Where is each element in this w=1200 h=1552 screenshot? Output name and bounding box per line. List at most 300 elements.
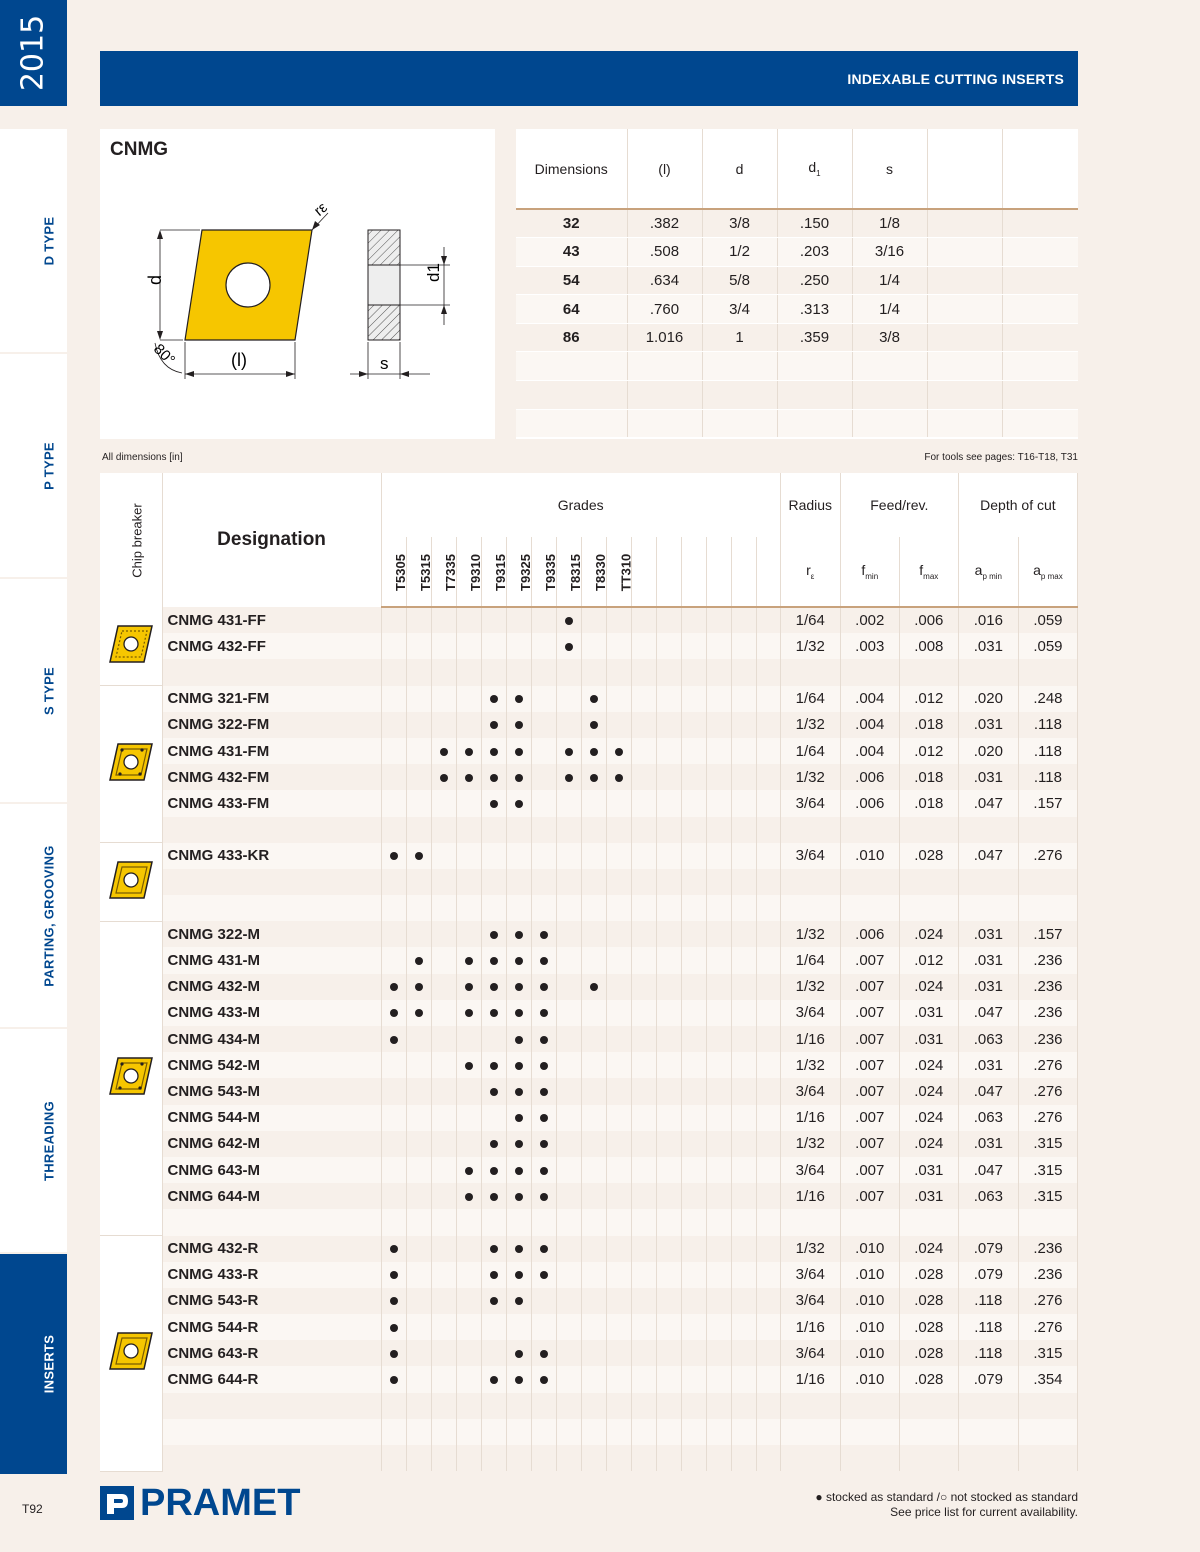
grade-cell	[756, 1105, 780, 1131]
year-badge	[0, 0, 67, 106]
fmax-cell: .006	[899, 607, 958, 633]
grade-cell	[606, 895, 631, 921]
grade-cell	[531, 843, 556, 869]
grade-cell	[731, 817, 756, 843]
apmin-header: $a_{p min}$	[958, 537, 1018, 607]
insert-title: CNMG	[110, 139, 169, 160]
stocked-dot	[490, 1245, 498, 1253]
grade-cell	[406, 1262, 431, 1288]
grade-cell	[681, 817, 706, 843]
tab-inserts[interactable]	[0, 1252, 67, 1474]
grade-cell	[381, 1052, 406, 1078]
FF-chipbreaker-icon	[108, 622, 154, 666]
grade-cell	[756, 1157, 780, 1183]
fmin-cell: .006	[840, 790, 899, 816]
grade-cell	[531, 1314, 556, 1340]
apmax-header: $a_{p max}$	[1018, 537, 1077, 607]
grade-cell	[606, 764, 631, 790]
fmin-cell: .004	[840, 712, 899, 738]
dim-header: d	[702, 129, 777, 209]
grade-cell	[381, 1209, 406, 1235]
grade-cell	[481, 1262, 506, 1288]
grade-cell	[381, 1314, 406, 1340]
stocked-dot	[540, 983, 548, 991]
grade-cell	[431, 633, 456, 659]
grade-cell	[556, 843, 581, 869]
grade-cell	[581, 1314, 606, 1340]
grade-cell	[506, 607, 531, 633]
tab-s-type[interactable]	[0, 577, 67, 802]
feed-header: Feed/rev.	[840, 473, 958, 537]
stocked-dot	[490, 983, 498, 991]
r-cell	[780, 1393, 840, 1419]
dim-row	[516, 209, 1078, 238]
grade-cell	[681, 659, 706, 685]
grade-cell	[656, 1314, 681, 1340]
grade-cell	[631, 947, 656, 973]
grade-cell	[606, 1366, 631, 1392]
grade-cell	[481, 1366, 506, 1392]
apmin-cell	[958, 895, 1018, 921]
year-label: 2015	[15, 14, 51, 92]
designation-cell	[162, 869, 381, 895]
grade-cell	[731, 1078, 756, 1104]
grade-cell	[706, 921, 731, 947]
grade-cell	[756, 1026, 780, 1052]
fmax-header: $f_{max}$	[899, 537, 958, 607]
grade-cell	[381, 921, 406, 947]
grade-cell	[581, 1105, 606, 1131]
grade-cell	[731, 1209, 756, 1235]
grade-cell	[531, 1026, 556, 1052]
dim-value: .382	[627, 209, 702, 238]
grade-cell	[706, 1105, 731, 1131]
stocked-dot	[515, 1245, 523, 1253]
chip-breaker-cell	[100, 1236, 162, 1472]
grade-cell	[556, 1052, 581, 1078]
grade-cell	[456, 1419, 481, 1445]
grade-cell	[506, 895, 531, 921]
fmin-cell: .010	[840, 1262, 899, 1288]
fmax-cell	[899, 869, 958, 895]
dim-value: .634	[627, 266, 702, 295]
dim-size: 64	[516, 295, 627, 324]
blank-row	[100, 895, 1078, 921]
apmax-cell: .315	[1018, 1131, 1077, 1157]
grade-cell	[656, 712, 681, 738]
grade-cell	[531, 895, 556, 921]
fmax-cell	[899, 1445, 958, 1471]
grade-cell	[506, 1419, 531, 1445]
fmin-cell: .007	[840, 1131, 899, 1157]
stocked-dot	[540, 1167, 548, 1175]
grade-cell	[381, 843, 406, 869]
grade-cell	[431, 1026, 456, 1052]
grade-cell	[531, 764, 556, 790]
r-cell	[780, 659, 840, 685]
grade-cell	[706, 1157, 731, 1183]
grade-cell	[456, 607, 481, 633]
grade-cell	[531, 607, 556, 633]
grade-cell	[606, 607, 631, 633]
grade-cell	[581, 686, 606, 712]
grade-cell	[506, 1340, 531, 1366]
grade-cell	[681, 1314, 706, 1340]
grade-cell	[381, 1131, 406, 1157]
grade-cell	[731, 1366, 756, 1392]
r-cell	[780, 1419, 840, 1445]
grade-cell	[606, 712, 631, 738]
table-row	[100, 1000, 1078, 1026]
fmin-header: $f_{min}$	[840, 537, 899, 607]
grade-cell	[381, 633, 406, 659]
dim-value: 3/4	[702, 295, 777, 324]
designation-cell	[162, 659, 381, 685]
grade-cell	[631, 869, 656, 895]
stocked-dot	[490, 931, 498, 939]
grade-cell	[706, 764, 731, 790]
fmax-cell: .018	[899, 712, 958, 738]
grade-cell	[631, 921, 656, 947]
dim-value: .150	[777, 209, 852, 238]
grade-cell	[706, 1183, 731, 1209]
grade-cell	[631, 1419, 656, 1445]
dim-value: 1/2	[702, 238, 777, 267]
grade-cell	[431, 843, 456, 869]
grade-cell	[756, 1236, 780, 1262]
apmax-cell	[1018, 1209, 1077, 1235]
tab-p-type[interactable]	[0, 352, 67, 577]
apmin-cell: .031	[958, 947, 1018, 973]
dim-value	[927, 352, 1002, 381]
grade-cell	[431, 1445, 456, 1471]
grade-cell	[531, 1209, 556, 1235]
fmax-cell: .024	[899, 1105, 958, 1131]
grade-cell	[656, 1105, 681, 1131]
grade-cell	[706, 869, 731, 895]
grade-cell	[506, 947, 531, 973]
grade-cell	[556, 1445, 581, 1471]
grade-cell	[556, 607, 581, 633]
grade-cell	[581, 1026, 606, 1052]
table-row	[100, 790, 1078, 816]
stocked-dot	[515, 1350, 523, 1358]
grade-cell	[506, 1183, 531, 1209]
grade-cell	[456, 1262, 481, 1288]
header-title: INDEXABLE CUTTING INSERTS	[847, 71, 1064, 87]
grade-cell	[581, 869, 606, 895]
grade-cell	[756, 1183, 780, 1209]
grade-cell	[456, 1157, 481, 1183]
grade-cell	[631, 764, 656, 790]
apmin-cell: .020	[958, 738, 1018, 764]
apmin-cell: .047	[958, 1000, 1018, 1026]
r-cell	[780, 869, 840, 895]
stocked-dot	[515, 1088, 523, 1096]
grade-cell	[656, 1366, 681, 1392]
dim-value	[927, 238, 1002, 267]
grade-cell	[406, 1157, 431, 1183]
grade-cell	[481, 869, 506, 895]
grade-cell	[656, 1393, 681, 1419]
apmin-cell	[958, 869, 1018, 895]
grade-cell	[506, 869, 531, 895]
grade-cell	[756, 633, 780, 659]
chip-breaker-cell	[100, 607, 162, 686]
r-cell: 1/32	[780, 712, 840, 738]
grade-cell	[456, 1209, 481, 1235]
grade-cell	[556, 869, 581, 895]
tab-threading[interactable]	[0, 1027, 67, 1252]
grade-cell	[631, 1105, 656, 1131]
apmax-cell: .276	[1018, 1288, 1077, 1314]
grade-cell	[706, 843, 731, 869]
r-cell: 1/32	[780, 974, 840, 1000]
grade-cell	[681, 686, 706, 712]
grade-cell	[756, 921, 780, 947]
grade-cell	[756, 947, 780, 973]
grade-cell	[481, 764, 506, 790]
apmin-cell: .031	[958, 712, 1018, 738]
fmax-cell: .024	[899, 1052, 958, 1078]
KR-chipbreaker-icon	[108, 858, 154, 902]
fmin-cell: .010	[840, 1314, 899, 1340]
fmax-cell: .028	[899, 843, 958, 869]
grade-cell	[681, 1209, 706, 1235]
grade-cell	[731, 895, 756, 921]
apmax-cell: .236	[1018, 974, 1077, 1000]
apmin-cell: .031	[958, 633, 1018, 659]
designation-cell: CNMG 431-FM	[162, 738, 381, 764]
stocked-dot	[465, 957, 473, 965]
grade-cell	[556, 1288, 581, 1314]
grade-cell	[456, 1000, 481, 1026]
fmin-cell: .007	[840, 1052, 899, 1078]
grade-cell	[731, 1236, 756, 1262]
grade-cell	[556, 659, 581, 685]
grade-cell	[631, 817, 656, 843]
grade-cell	[681, 764, 706, 790]
grade-cell	[406, 817, 431, 843]
grades-table	[100, 473, 1078, 1472]
grade-cell	[656, 921, 681, 947]
stocked-dot	[515, 800, 523, 808]
stocked-dot	[415, 852, 423, 860]
grade-cell	[456, 764, 481, 790]
stocked-dot	[590, 695, 598, 703]
grade-cell	[656, 1183, 681, 1209]
grade-cell	[681, 843, 706, 869]
tab-d-type[interactable]	[0, 127, 67, 352]
grade-cell	[381, 1000, 406, 1026]
fmin-cell	[840, 659, 899, 685]
fmin-cell: .007	[840, 947, 899, 973]
grade-cell	[656, 843, 681, 869]
grade-cell	[531, 947, 556, 973]
designation-cell: CNMG 644-R	[162, 1366, 381, 1392]
grade-cell	[506, 1393, 531, 1419]
apmin-cell	[958, 1209, 1018, 1235]
grade-cell	[756, 1340, 780, 1366]
tab-parting-grooving[interactable]	[0, 802, 67, 1027]
stocked-dot	[565, 643, 573, 651]
fmax-cell: .024	[899, 1131, 958, 1157]
stocked-dot	[490, 1271, 498, 1279]
dim-value	[627, 381, 702, 410]
grade-cell	[481, 1393, 506, 1419]
grade-cell	[706, 633, 731, 659]
M-chipbreaker-icon	[108, 1054, 154, 1098]
grade-cell	[606, 947, 631, 973]
grade-cell	[606, 1157, 631, 1183]
table-row	[100, 843, 1078, 869]
grade-cell	[431, 790, 456, 816]
grade-cell	[656, 1026, 681, 1052]
tab-label: INSERTS	[41, 1334, 57, 1394]
grade-cell	[456, 1445, 481, 1471]
dim-row	[516, 352, 1078, 381]
grade-cell	[531, 712, 556, 738]
grade-cell	[506, 1078, 531, 1104]
dim-row	[516, 323, 1078, 352]
FM-chipbreaker-icon	[108, 740, 154, 784]
designation-cell: CNMG 643-M	[162, 1157, 381, 1183]
apmin-cell: .079	[958, 1366, 1018, 1392]
table-row	[100, 764, 1078, 790]
grade-cell	[506, 1131, 531, 1157]
fmax-cell	[899, 1393, 958, 1419]
grade-cell	[456, 817, 481, 843]
grade-column-header: T7335	[431, 537, 456, 607]
grade-cell	[656, 1078, 681, 1104]
grade-cell	[556, 1157, 581, 1183]
grade-cell	[406, 607, 431, 633]
grade-cell	[581, 1445, 606, 1471]
r-cell: 3/64	[780, 790, 840, 816]
grade-cell	[581, 1419, 606, 1445]
fmax-cell: .028	[899, 1366, 958, 1392]
grade-cell	[581, 1393, 606, 1419]
grade-cell	[681, 1262, 706, 1288]
table-row	[100, 947, 1078, 973]
insert-hole	[226, 263, 270, 307]
availability-note: See price list for current availability.	[890, 1505, 1078, 1519]
stocked-dot	[590, 748, 598, 756]
fmin-cell	[840, 1419, 899, 1445]
brand-logo[interactable]	[100, 1481, 301, 1524]
grade-cell	[581, 1262, 606, 1288]
dim-value	[702, 409, 777, 438]
fmax-cell: .008	[899, 633, 958, 659]
r-cell: 1/16	[780, 1183, 840, 1209]
apmin-cell: .079	[958, 1262, 1018, 1288]
grade-cell	[606, 738, 631, 764]
grade-cell	[756, 1314, 780, 1340]
grade-cell	[556, 1236, 581, 1262]
grade-cell	[506, 1157, 531, 1183]
apmin-cell: .063	[958, 1183, 1018, 1209]
grades-header: Grades	[381, 473, 780, 537]
grade-cell	[631, 1078, 656, 1104]
grade-cell	[581, 1366, 606, 1392]
dim-value	[777, 409, 852, 438]
fmin-cell: .010	[840, 1288, 899, 1314]
designation-header: Designation	[162, 473, 381, 607]
grade-cell	[506, 633, 531, 659]
stocked-dot	[440, 774, 448, 782]
grade-cell	[756, 1262, 780, 1288]
grade-cell	[656, 1419, 681, 1445]
grade-cell	[731, 659, 756, 685]
grade-cell	[406, 1105, 431, 1131]
grade-cell	[506, 1105, 531, 1131]
stocked-dot	[465, 1009, 473, 1017]
stock-legend: ● stocked as standard /○ not stocked as standard	[815, 1490, 1078, 1504]
apmax-cell: .315	[1018, 1183, 1077, 1209]
fmin-cell	[840, 1393, 899, 1419]
stocked-dot	[515, 931, 523, 939]
grade-cell	[506, 659, 531, 685]
grade-cell	[381, 1340, 406, 1366]
grade-cell	[731, 764, 756, 790]
grade-cell	[481, 712, 506, 738]
tab-label: S TYPE	[41, 666, 57, 715]
grade-cell	[681, 1105, 706, 1131]
table-row	[100, 1314, 1078, 1340]
grade-cell	[631, 1288, 656, 1314]
chip-breaker-cell	[100, 921, 162, 1235]
fmin-cell: .007	[840, 1105, 899, 1131]
designation-cell	[162, 1209, 381, 1235]
grade-cell	[556, 1314, 581, 1340]
tab-label: D TYPE	[41, 216, 57, 265]
grade-cell	[631, 895, 656, 921]
grade-cell	[681, 1340, 706, 1366]
grade-cell	[556, 1340, 581, 1366]
grade-cell	[731, 1314, 756, 1340]
grade-cell	[606, 1445, 631, 1471]
grade-cell	[481, 1419, 506, 1445]
designation-cell: CNMG 432-R	[162, 1236, 381, 1262]
r-cell: 3/64	[780, 843, 840, 869]
fmin-cell	[840, 817, 899, 843]
grade-cell	[531, 633, 556, 659]
side-view-hatch-bottom	[368, 305, 400, 340]
grade-cell	[581, 607, 606, 633]
grade-cell	[431, 686, 456, 712]
fmin-cell	[840, 895, 899, 921]
dim-value	[927, 381, 1002, 410]
apmin-cell: .020	[958, 686, 1018, 712]
grade-cell	[481, 686, 506, 712]
grade-cell	[631, 1131, 656, 1157]
grade-cell	[481, 1000, 506, 1026]
grade-cell	[656, 1340, 681, 1366]
apmin-cell: .016	[958, 607, 1018, 633]
grade-cell	[506, 1262, 531, 1288]
fmax-cell	[899, 895, 958, 921]
grade-cell	[406, 1393, 431, 1419]
r-cell: 1/16	[780, 1314, 840, 1340]
grade-cell	[531, 921, 556, 947]
grade-cell	[506, 1314, 531, 1340]
stocked-dot	[440, 748, 448, 756]
grade-cell	[381, 686, 406, 712]
stocked-dot	[390, 983, 398, 991]
grade-cell	[381, 1288, 406, 1314]
dim-d1-label: d1	[424, 263, 443, 282]
grade-cell	[506, 712, 531, 738]
